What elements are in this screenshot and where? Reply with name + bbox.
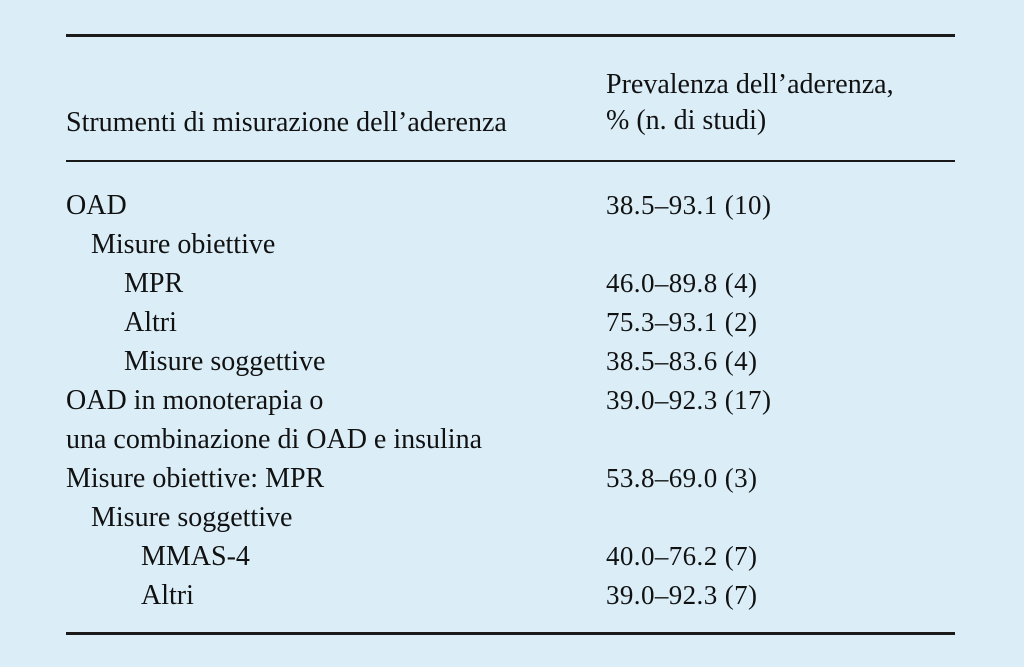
row-value: 75.3–93.1 (2) bbox=[606, 307, 758, 337]
row-label: Altri bbox=[141, 580, 194, 611]
table-bottom-rule bbox=[66, 632, 955, 635]
row-value: 38.5–93.1 (10) bbox=[606, 190, 772, 220]
row-label: MMAS-4 bbox=[141, 541, 250, 572]
row-value: 38.5–83.6 (4) bbox=[606, 346, 758, 376]
column-header-prevalence bbox=[606, 67, 894, 139]
row-value: 39.0–92.3 (7) bbox=[606, 580, 758, 610]
row-value: 46.0–89.8 (4) bbox=[606, 268, 758, 298]
row-label: Misure obiettive: MPR bbox=[66, 463, 325, 494]
table-row bbox=[0, 225, 1024, 264]
table-row bbox=[0, 420, 1024, 459]
table-row bbox=[0, 459, 1024, 498]
row-label: OAD bbox=[66, 190, 127, 221]
table-row bbox=[0, 186, 1024, 225]
table-row bbox=[0, 381, 1024, 420]
table-top-rule bbox=[66, 34, 955, 37]
table-row bbox=[0, 303, 1024, 342]
column-header-instruments: Strumenti di misurazione dell’aderenza bbox=[66, 107, 507, 138]
row-label: MPR bbox=[124, 268, 184, 299]
table-row bbox=[0, 342, 1024, 381]
row-label: Altri bbox=[124, 307, 177, 338]
row-value: 39.0–92.3 (17) bbox=[606, 385, 772, 415]
table-row bbox=[0, 537, 1024, 576]
table-row bbox=[0, 498, 1024, 537]
row-label: una combinazione di OAD e insulina bbox=[66, 424, 483, 455]
table-row bbox=[0, 264, 1024, 303]
column-header-prevalence-line1: Prevalenza dell’aderenza, bbox=[606, 69, 894, 100]
row-value: 40.0–76.2 (7) bbox=[606, 541, 758, 571]
row-label: Misure soggettive bbox=[91, 502, 293, 533]
row-label: OAD in monoterapia o bbox=[66, 385, 324, 416]
row-value: 53.8–69.0 (3) bbox=[606, 463, 758, 493]
row-label: Misure obiettive bbox=[91, 229, 276, 260]
table-row bbox=[0, 576, 1024, 615]
column-header-prevalence-line2: % (n. di studi) bbox=[606, 105, 767, 136]
table-header-rule bbox=[66, 160, 955, 162]
row-label: Misure soggettive bbox=[124, 346, 326, 377]
